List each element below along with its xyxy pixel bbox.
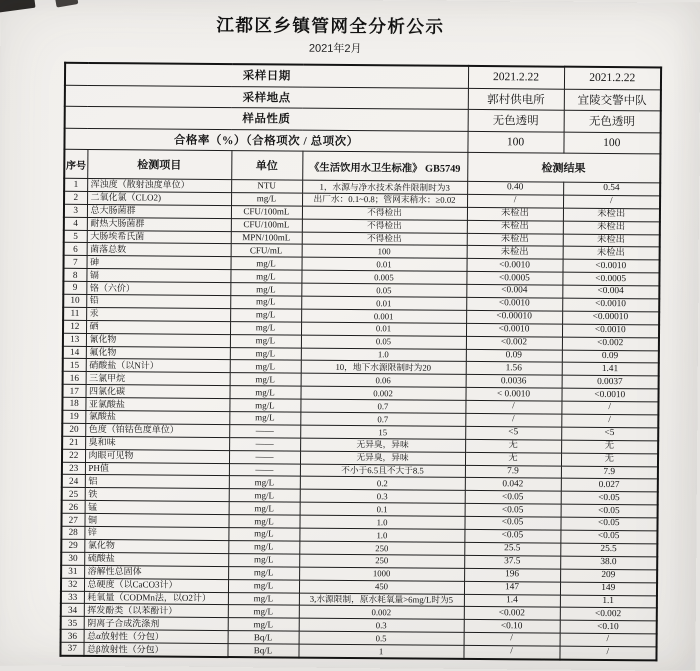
row-standard-cell: 3,水源限制，原水耗氧量>6mg/L时为5 [299, 593, 464, 607]
row-no-cell: 11 [63, 307, 86, 320]
row-standard-cell: 0.01 [301, 296, 466, 310]
row-unit-cell: CFU/100mL [231, 218, 302, 231]
row-unit-cell: mg/L [228, 540, 299, 553]
row-result2-cell: <0.05 [560, 530, 657, 544]
row-unit-cell: mg/L [229, 386, 300, 399]
row-standard-cell: 450 [299, 580, 464, 594]
row-unit-cell: mg/L [230, 321, 301, 334]
row-result2-cell: <0.10 [560, 620, 657, 634]
row-result1-cell: / [467, 194, 563, 208]
row-item-cell: PH值 [85, 462, 229, 476]
row-item-cell: 铝 [85, 475, 229, 489]
info-value-site1: 2021.2.22 [468, 66, 564, 89]
row-result1-cell: 未检出 [467, 220, 563, 234]
row-result1-cell: < 0.0010 [465, 388, 561, 402]
row-standard-cell: 250 [299, 554, 464, 568]
row-result1-cell: / [463, 645, 559, 659]
row-unit-cell: mg/L [231, 257, 302, 270]
column-header-unit: 单位 [231, 151, 302, 181]
row-item-cell: 硫酸盐 [84, 552, 228, 566]
info-label: 采样地点 [65, 85, 468, 110]
row-no-cell: 26 [62, 501, 85, 514]
row-item-cell: 臭和味 [85, 436, 229, 450]
row-no-cell: 9 [63, 281, 86, 294]
row-result1-cell: <0.05 [464, 517, 560, 531]
row-result2-cell: 1.1 [560, 595, 657, 609]
row-result1-cell: <0.004 [466, 285, 562, 299]
row-item-cell: 锌 [84, 526, 228, 540]
row-result1-cell: <0.0010 [466, 259, 562, 273]
row-item-cell: 肉眼可见物 [85, 449, 229, 463]
row-result2-cell: <0.0010 [561, 388, 658, 402]
row-result1-cell: <0.05 [465, 504, 561, 518]
row-result2-cell: <0.05 [561, 492, 658, 506]
row-standard-cell: 100 [302, 245, 467, 259]
row-unit-cell: mg/L [228, 553, 299, 566]
row-result2-cell: 25.5 [560, 543, 657, 557]
row-item-cell: 硝酸盐（以N计） [86, 359, 230, 373]
info-label: 采样日期 [65, 63, 468, 88]
row-result2-cell: / [559, 646, 656, 660]
row-result1-cell: <0.05 [464, 529, 560, 543]
row-result1-cell: 0.40 [467, 181, 563, 195]
row-unit-cell: mg/L [228, 592, 299, 605]
row-standard-cell: 0.05 [301, 283, 466, 297]
row-no-cell: 20 [62, 423, 85, 436]
row-item-cell: 色度（铂钴色度单位） [85, 423, 229, 437]
row-standard-cell: 0.002 [300, 386, 465, 400]
row-unit-cell: mg/L [229, 489, 300, 502]
row-result2-cell: 未检出 [563, 221, 660, 235]
row-item-cell: 菌落总数 [87, 243, 231, 257]
row-unit-cell: mg/L [230, 270, 301, 283]
row-result2-cell: / [563, 195, 660, 209]
row-no-cell: 31 [61, 565, 84, 578]
row-standard-cell: 出厂水：0.1~0.8；管网末稍水：≥0.02 [302, 193, 467, 207]
row-standard-cell: 0.001 [301, 309, 466, 323]
info-value-site2: 100 [563, 132, 660, 154]
row-standard-cell: 0.002 [299, 606, 464, 620]
row-standard-cell: 1000 [299, 567, 464, 581]
row-result1-cell: <0.002 [466, 336, 562, 350]
page-subtitle: 2021年2月 [308, 42, 362, 56]
row-item-cell: 氯酸盐 [85, 410, 229, 424]
row-unit-cell: MPN/100mL [231, 231, 302, 244]
row-no-cell: 16 [63, 372, 86, 385]
row-result2-cell: 未检出 [563, 208, 660, 222]
row-standard-cell: 250 [299, 541, 464, 555]
row-standard-cell: 无异臭，异味 [300, 438, 465, 452]
row-item-cell: 四氯化碳 [85, 385, 229, 399]
row-no-cell: 12 [63, 320, 86, 333]
row-result1-cell: 7.9 [465, 465, 561, 479]
row-result1-cell: 196 [464, 568, 560, 582]
row-result2-cell: 无 [561, 440, 658, 454]
column-header-row [64, 149, 660, 183]
row-no-cell: 27 [61, 513, 84, 526]
row-unit-cell: mg/L [229, 412, 300, 425]
row-standard-cell: 0.1 [300, 502, 465, 516]
row-result2-cell: <0.002 [560, 608, 657, 622]
row-result1-cell: 147 [464, 581, 560, 595]
row-no-cell: 3 [64, 204, 87, 217]
row-no-cell: 4 [64, 217, 87, 230]
info-value-site1: 100 [467, 131, 563, 153]
row-unit-cell: CFU/100mL [231, 205, 302, 218]
row-unit-cell: —— [229, 450, 300, 463]
row-result2-cell: <0.0010 [562, 260, 659, 274]
row-standard-cell: 1 [298, 644, 463, 659]
row-result2-cell: <0.05 [560, 517, 657, 531]
row-no-cell: 28 [61, 526, 84, 539]
row-unit-cell: mg/L [231, 192, 302, 205]
row-result1-cell: 37.5 [464, 555, 560, 569]
row-item-cell: 镉 [86, 269, 230, 283]
column-header-item: 检测项目 [87, 149, 231, 179]
row-standard-cell: 0.005 [301, 270, 466, 284]
row-result1-cell: 1.56 [466, 362, 562, 376]
row-unit-cell: mg/L [229, 476, 300, 489]
row-result2-cell: 0.027 [561, 479, 658, 493]
row-no-cell: 35 [61, 617, 84, 630]
row-standard-cell: 1.0 [301, 348, 466, 362]
row-standard-cell: 0.5 [299, 631, 464, 645]
row-result1-cell: 无 [465, 452, 561, 466]
row-unit-cell: mg/L [230, 296, 301, 309]
info-value-site2: 无色透明 [564, 110, 661, 132]
row-result1-cell: / [464, 633, 560, 647]
row-no-cell: 15 [63, 359, 86, 372]
row-unit-cell: mg/L [229, 502, 300, 515]
row-no-cell: 2 [64, 191, 87, 204]
row-item-cell: 耗氧量（CODMn法，以O2计） [84, 591, 228, 605]
row-result1-cell: <0.002 [464, 607, 560, 621]
row-no-cell: 5 [64, 230, 87, 243]
row-result2-cell: 无 [561, 453, 658, 467]
row-standard-cell: 0.3 [300, 489, 465, 503]
row-standard-cell: 不得检出 [302, 219, 467, 233]
row-item-cell: 大肠埃希氏菌 [87, 230, 231, 244]
row-result1-cell: / [465, 413, 561, 427]
row-unit-cell: mg/L [228, 579, 299, 592]
row-no-cell: 13 [63, 333, 86, 346]
row-unit-cell: —— [229, 424, 300, 437]
row-result2-cell: 0.54 [563, 182, 660, 196]
page-title: 江都区乡镇管网全分析公示 [216, 14, 445, 37]
row-item-cell: 氯化物 [84, 539, 228, 553]
row-no-cell: 22 [62, 449, 85, 462]
row-result2-cell: 0.0037 [562, 376, 659, 390]
row-no-cell: 23 [62, 462, 85, 475]
row-item-cell: 汞 [86, 307, 230, 321]
row-no-cell: 29 [61, 539, 84, 552]
row-standard-cell: 0.3 [299, 618, 464, 632]
row-unit-cell: mg/L [228, 566, 299, 579]
row-standard-cell: 1，水源与净水技术条件限制时为3 [302, 180, 467, 194]
row-no-cell: 32 [61, 578, 84, 591]
row-item-cell: 阴离子合成洗涤剂 [84, 617, 228, 631]
row-result2-cell: 1.41 [562, 363, 659, 377]
row-no-cell: 14 [63, 346, 86, 359]
row-result2-cell: 未检出 [563, 247, 660, 261]
row-unit-cell: mg/L [230, 308, 301, 321]
row-no-cell: 36 [61, 629, 84, 642]
row-result1-cell: 未检出 [467, 246, 563, 260]
row-result2-cell: <5 [561, 427, 658, 441]
row-result2-cell: <0.00010 [562, 311, 659, 325]
row-result2-cell: 7.9 [561, 466, 658, 480]
info-value-site2: 宜陵交警中队 [564, 89, 661, 111]
analysis-table-body [60, 63, 661, 661]
column-header-no: 序号 [64, 149, 87, 178]
row-unit-cell: mg/L [228, 605, 299, 618]
row-result1-cell: <5 [465, 426, 561, 440]
water-analysis-table [59, 62, 662, 662]
row-result1-cell: 未检出 [467, 207, 563, 221]
info-value-site2: 2021.2.22 [564, 67, 661, 90]
row-no-cell: 37 [60, 642, 83, 656]
row-result1-cell: 1.4 [464, 594, 560, 608]
row-item-cell: 氟化物 [86, 346, 230, 360]
row-item-cell: 铅 [86, 294, 230, 308]
row-no-cell: 21 [62, 436, 85, 449]
row-result2-cell: 209 [560, 569, 657, 583]
row-no-cell: 33 [61, 591, 84, 604]
row-unit-cell: —— [229, 463, 300, 476]
row-no-cell: 19 [62, 410, 85, 423]
row-result2-cell: <0.0010 [562, 324, 659, 338]
row-result1-cell: <0.00010 [466, 310, 562, 324]
row-result1-cell: 0.0036 [466, 375, 562, 389]
row-standard-cell: 不得检出 [302, 232, 467, 246]
row-standard-cell: 0.2 [300, 477, 465, 491]
row-result1-cell: 0.09 [466, 349, 562, 363]
row-unit-cell: mg/L [230, 373, 301, 386]
row-standard-cell: 无异臭，异味 [300, 451, 465, 465]
row-item-cell: 铜 [84, 514, 228, 528]
row-no-cell: 25 [62, 488, 85, 501]
row-standard-cell: 15 [300, 425, 465, 439]
row-standard-cell: 0.01 [301, 322, 466, 336]
row-no-cell: 6 [64, 243, 87, 256]
row-result2-cell: 38.0 [560, 556, 657, 570]
row-no-cell: 30 [61, 552, 84, 565]
row-result2-cell: <0.0010 [562, 298, 659, 312]
info-value-site1: 无色透明 [468, 109, 564, 131]
row-no-cell: 24 [62, 475, 85, 488]
row-standard-cell: 0.7 [300, 412, 465, 426]
row-result2-cell: <0.05 [561, 504, 658, 518]
row-unit-cell: mg/L [229, 399, 300, 412]
row-item-cell: 铁 [85, 488, 229, 502]
row-unit-cell: —— [229, 437, 300, 450]
row-item-cell: 溶解性总固体 [84, 565, 228, 579]
row-result2-cell: <0.004 [562, 285, 659, 299]
row-result2-cell: 149 [560, 582, 657, 596]
row-result1-cell: 0.042 [465, 478, 561, 492]
row-unit-cell: mg/L [230, 334, 301, 347]
row-no-cell: 10 [63, 294, 86, 307]
row-unit-cell: mg/L [228, 528, 299, 541]
column-header-standard: 《生活饮用水卫生标准》 GB5749 [302, 151, 467, 181]
row-item-cell: 硒 [86, 320, 230, 334]
row-result1-cell: 未检出 [467, 233, 563, 247]
row-item-cell: 亚氯酸盐 [85, 398, 229, 412]
row-result2-cell: / [561, 414, 658, 428]
row-result1-cell: 无 [465, 439, 561, 453]
row-item-cell: 砷 [87, 256, 231, 270]
info-label: 样品性质 [65, 106, 468, 131]
row-unit-cell: Bq/L [228, 631, 299, 644]
row-standard-cell: 0.06 [301, 373, 466, 387]
row-standard-cell: 0.7 [300, 399, 465, 413]
row-standard-cell: 10，地下水源限制时为20 [301, 361, 466, 375]
row-item-cell: 氰化物 [86, 333, 230, 347]
row-result2-cell: <0.002 [562, 337, 659, 351]
column-header-result: 检测结果 [467, 152, 660, 183]
row-item-cell: 总α放射性（分包） [84, 630, 228, 644]
row-result2-cell: 0.09 [562, 350, 659, 364]
row-no-cell: 34 [61, 604, 84, 617]
info-value-site1: 郭村供电所 [468, 88, 564, 110]
row-standard-cell: 不得检出 [302, 206, 467, 220]
row-result1-cell: / [465, 401, 561, 415]
row-item-cell: 浑浊度（散射浊度单位） [87, 178, 231, 192]
row-item-cell: 铬（六价） [86, 282, 230, 296]
row-result2-cell: 未检出 [563, 234, 660, 248]
row-no-cell: 1 [64, 178, 87, 191]
row-result1-cell: <0.10 [464, 620, 560, 634]
row-standard-cell: 1.0 [299, 528, 464, 542]
row-result1-cell: <0.0010 [466, 297, 562, 311]
row-result1-cell: <0.0005 [466, 272, 562, 286]
row-item-cell: 总大肠菌群 [87, 204, 231, 218]
row-unit-cell: mg/L [230, 283, 301, 296]
row-no-cell: 18 [62, 397, 85, 410]
row-no-cell: 8 [63, 268, 86, 281]
row-result2-cell: / [561, 401, 658, 415]
row-item-cell: 耐热大肠菌群 [87, 217, 231, 231]
row-result2-cell: / [560, 633, 657, 647]
row-no-cell: 17 [62, 385, 85, 398]
row-standard-cell: 1.0 [299, 515, 464, 529]
info-label: 合格率（%）（合格项次 / 总项次） [64, 128, 467, 153]
row-item-cell: 二氧化氯（CLO2) [87, 191, 231, 205]
row-unit-cell: mg/L [228, 515, 299, 528]
row-standard-cell: 0.01 [302, 257, 467, 271]
row-unit-cell: mg/L [230, 360, 301, 373]
row-standard-cell: 不小于6.5且不大于8.5 [300, 464, 465, 478]
row-unit-cell: mg/L [230, 347, 301, 360]
row-item-cell: 三氯甲烷 [86, 372, 230, 386]
row-result2-cell: <0.0005 [562, 272, 659, 286]
row-unit-cell: Bq/L [227, 644, 298, 658]
row-no-cell: 7 [64, 256, 87, 269]
row-result1-cell: <0.05 [465, 491, 561, 505]
row-item-cell: 总β放射性（分包） [83, 642, 227, 657]
scan-artifact [55, 0, 79, 8]
row-result1-cell: 25.5 [464, 542, 560, 556]
row-result1-cell: <0.0010 [466, 323, 562, 337]
row-item-cell: 总硬度（以CaCO3计） [84, 578, 228, 592]
row-unit-cell: mg/L [228, 618, 299, 631]
row-standard-cell: 0.05 [301, 335, 466, 349]
row-unit-cell: CFU/mL [231, 244, 302, 257]
row-item-cell: 挥发酚类（以苯酚计） [84, 604, 228, 618]
row-unit-cell: NTU [231, 180, 302, 193]
row-item-cell: 锰 [85, 501, 229, 515]
